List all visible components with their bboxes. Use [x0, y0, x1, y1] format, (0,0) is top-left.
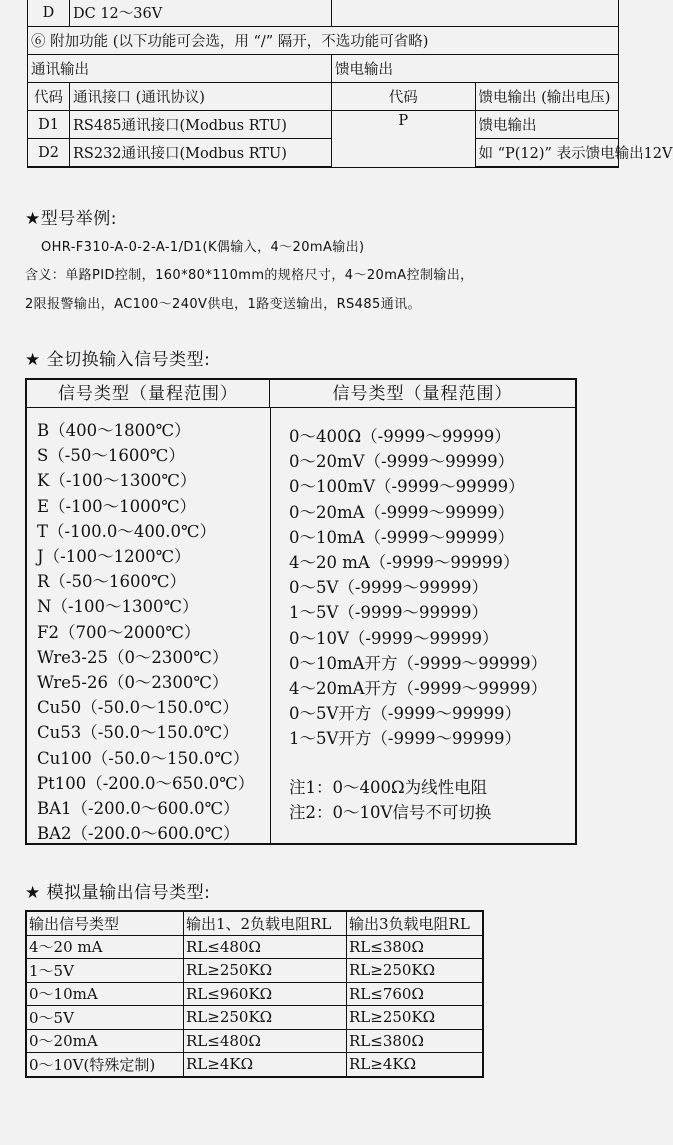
output-type-cell: 4～20 mA: [26, 935, 184, 959]
output-rl3-cell: RL≥250KΩ: [347, 959, 484, 983]
feed-line-1: 馈电输出: [475, 111, 619, 139]
note-2: 注2：0～10V信号不可切换: [289, 803, 492, 822]
analog-signal-list: [289, 424, 547, 752]
input-signals-table: [25, 378, 577, 845]
signal-item: S（-50～1600℃）: [37, 446, 185, 466]
signal-item: 1～5V开方（-9999～99999）: [289, 729, 521, 749]
signal-item: T（-100.0～400.0℃）: [37, 521, 217, 541]
signal-item: K（-100～1300℃）: [37, 471, 197, 491]
output-rl12-cell: RL≤480Ω: [184, 1029, 347, 1053]
signal-item: 0～5V开方（-9999～99999）: [289, 704, 521, 724]
signal-item: 0～400Ω（-9999～99999）: [289, 427, 511, 446]
output-type-cell: 0～5V: [26, 1006, 184, 1030]
feed-output-title: 馈电输出: [332, 55, 619, 83]
output-type-cell: 0～10mA: [26, 982, 184, 1006]
signal-item: 1～5V（-9999～99999）: [289, 603, 488, 623]
feed-line-2: 如 “P(12)” 表示馈电输出12V: [475, 139, 619, 168]
output-rl12-cell: RL≤960KΩ: [184, 982, 347, 1006]
output-signals-heading: ★ 模拟量输出信号类型:: [25, 883, 211, 903]
feed-code-header: 代码: [332, 83, 476, 111]
power-empty-cell: [332, 0, 619, 27]
comm-desc-d2: RS232通讯接口(Modbus RTU): [70, 139, 332, 168]
output-rl3-cell: RL≤380Ω: [347, 1029, 484, 1053]
table-row: [26, 959, 483, 983]
input-col-header-right: 信号类型（量程范围）: [270, 380, 575, 408]
output-type-cell: 0～10V(特殊定制): [26, 1053, 184, 1077]
table-header-row: [26, 911, 483, 935]
output-rl12-cell: RL≥250KΩ: [184, 1006, 347, 1030]
signal-item: Wre3-25（0～2300℃）: [37, 647, 229, 667]
output-rl12-cell: RL≤480Ω: [184, 935, 347, 959]
power-row: [28, 0, 619, 27]
signal-item: Pt100（-200.0～650.0℃）: [37, 773, 255, 793]
output-header-rl12: 输出1、2负载电阻RL: [184, 911, 347, 935]
signal-item: Cu100（-50.0～150.0℃）: [37, 748, 250, 768]
comm-code-d1: D1: [28, 111, 70, 139]
power-code: D: [28, 0, 70, 27]
table-row: [26, 1006, 483, 1030]
example-heading: ★型号举例:: [25, 209, 117, 229]
signal-item: 0～10V（-9999～99999）: [289, 628, 499, 648]
output-rl3-cell: RL≥250KΩ: [347, 1006, 484, 1030]
signal-item: F2（700～2000℃）: [37, 622, 201, 642]
signal-notes: [289, 775, 491, 825]
output-rl3-cell: RL≥4KΩ: [347, 1053, 484, 1077]
output-header-rl3: 输出3负载电阻RL: [347, 911, 484, 935]
table-row: [26, 1029, 483, 1053]
signal-item: 4～20 mA（-9999～99999）: [289, 553, 520, 573]
feed-code-p: P: [332, 111, 476, 168]
signal-item: 0～10mA（-9999～99999）: [289, 527, 515, 547]
thermo-signal-list: [37, 418, 254, 846]
output-rl3-cell: RL≤760Ω: [347, 982, 484, 1006]
comm-output-title: 通讯输出: [28, 55, 332, 83]
table-row: [26, 1053, 483, 1077]
signal-item: Cu50（-50.0～150.0℃）: [37, 698, 239, 718]
signal-item: 0～100mV（-9999～99999）: [289, 477, 525, 497]
signal-item: BA1（-200.0～600.0℃）: [37, 799, 240, 819]
signal-item: N（-100～1300℃）: [37, 597, 199, 617]
comm-desc-d1: RS485通讯接口(Modbus RTU): [70, 111, 332, 139]
signal-item: 4～20mA开方（-9999～99999）: [289, 679, 548, 699]
signal-item: Cu53（-50.0～150.0℃）: [37, 723, 239, 743]
output-type-cell: 1～5V: [26, 959, 184, 983]
signal-item: R（-50～1600℃）: [37, 572, 186, 592]
example-model-line: OHR-F310-A-0-2-A-1/D1(K偶输入，4～20mA输出): [41, 240, 365, 255]
input-signals-heading: ★ 全切换输入信号类型:: [25, 350, 211, 370]
output-type-cell: 0～20mA: [26, 1029, 184, 1053]
example-meaning-line-1: 含义：单路PID控制，160*80*110mm的规格尺寸，4～20mA控制输出，: [25, 268, 474, 283]
signal-item: J（-100～1200℃）: [37, 547, 191, 567]
table-row: [26, 982, 483, 1006]
option-table: [27, 0, 673, 168]
output-header-type: 输出信号类型: [26, 911, 184, 935]
option-header: ⑥ 附加功能 (以下功能可会选，用 “/” 隔开，不选功能可省略): [28, 27, 619, 55]
signal-item: BA2（-200.0～600.0℃）: [37, 824, 240, 844]
signal-item: E（-100～1000℃）: [37, 496, 197, 516]
output-rl12-cell: RL≥4KΩ: [184, 1053, 347, 1077]
note-1: 注1：0～400Ω为线性电阻: [289, 778, 488, 797]
signal-item: B（400～1800℃）: [37, 421, 191, 440]
output-rl12-cell: RL≥250KΩ: [184, 959, 347, 983]
signal-item: 0～10mA开方（-9999～99999）: [289, 653, 548, 673]
input-col-header-left: 信号类型（量程范围）: [27, 380, 270, 408]
comm-code-header: 代码: [28, 83, 70, 111]
column-divider: [270, 408, 271, 843]
example-meaning-line-2: 2限报警输出，AC100～240V供电，1路变送输出，RS485通讯。: [25, 297, 421, 312]
signal-item: 0～20mA（-9999～99999）: [289, 502, 515, 522]
signal-item: Wre5-26（0～2300℃）: [37, 673, 229, 693]
feed-desc-header: 馈电输出 (输出电压): [475, 83, 619, 111]
output-rl3-cell: RL≤380Ω: [347, 935, 484, 959]
signal-item: 0～5V（-9999～99999）: [289, 578, 488, 598]
table-row: [26, 935, 483, 959]
comm-code-d2: D2: [28, 139, 70, 168]
output-signals-table: [25, 910, 484, 1078]
comm-desc-header: 通讯接口 (通讯协议): [70, 83, 332, 111]
signal-item: 0～20mV（-9999～99999）: [289, 452, 515, 472]
power-desc: DC 12～36V: [70, 0, 332, 27]
